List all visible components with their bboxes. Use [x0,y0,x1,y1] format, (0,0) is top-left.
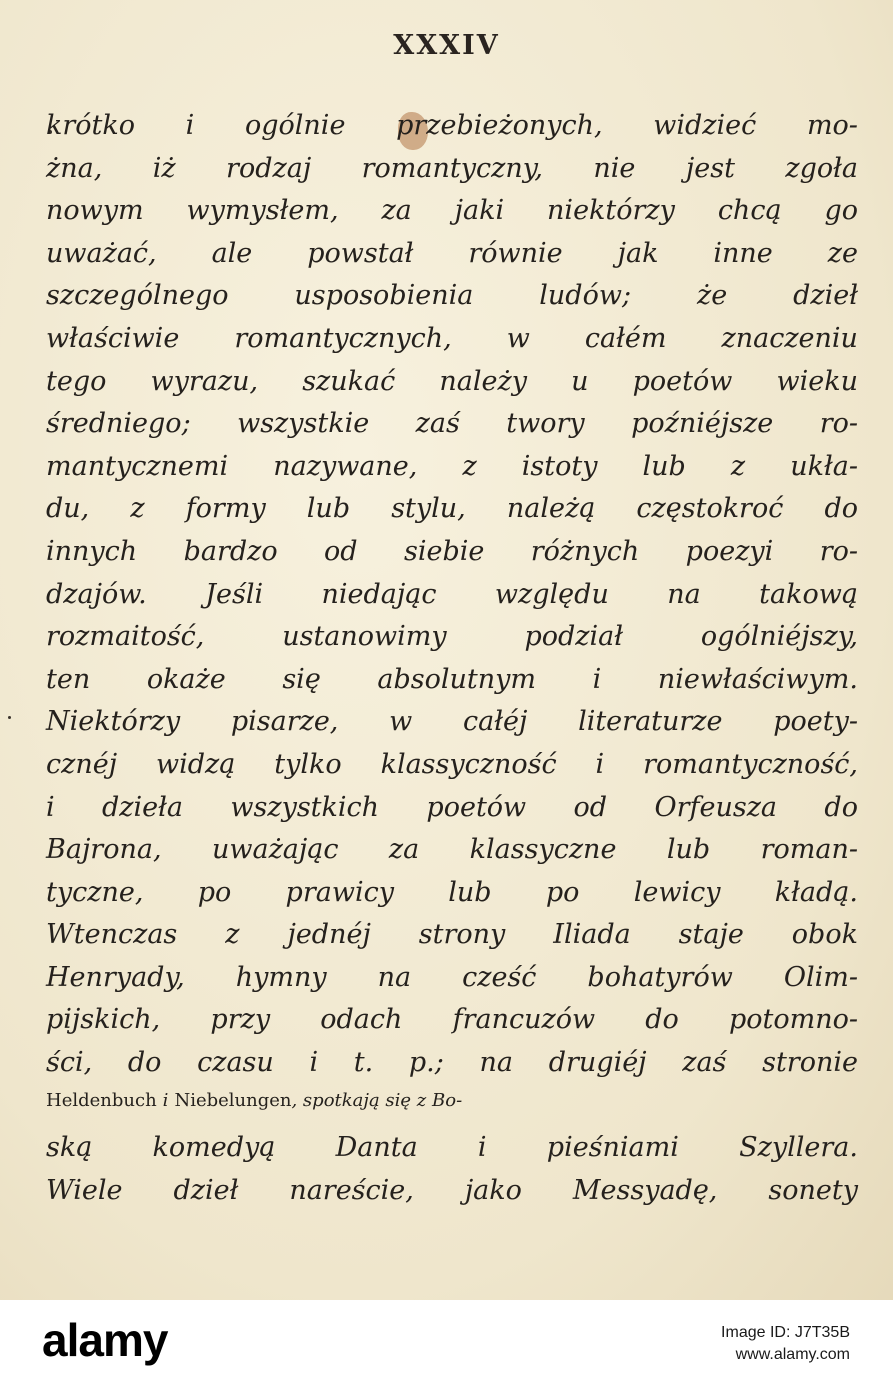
text-line [46,1175,858,1218]
word: względu [494,578,609,610]
word: rozmaitość, [46,621,205,653]
body-text [46,110,858,1217]
word: Iliada [553,919,631,951]
word: romantycznych, [234,322,452,354]
word: jednéj [287,919,371,951]
text-line [46,366,858,409]
word: komedyą [152,1132,276,1164]
word: Jeśli [205,578,264,610]
word: absolutnym [377,663,537,695]
word: ze [827,237,858,269]
word: stronie [762,1047,858,1079]
upright-word: Heldenbuch [46,1089,157,1111]
word: właściwie [46,322,180,354]
word: za [388,834,420,866]
word: ogólnie [244,110,346,141]
word: wszystkie [237,408,370,440]
word: żna, [46,152,103,184]
word: Szyllera. [739,1132,858,1164]
page-number: XXXIV [393,30,500,61]
word: nareście, [289,1174,414,1206]
word: poetów [632,365,733,397]
word: na [667,578,701,610]
text-line [46,664,858,707]
word: ludów; [539,280,632,312]
word: poety- [773,706,858,738]
text-line [46,962,858,1005]
image-id: Image ID: J7T35B [721,1324,850,1341]
word: stylu, [391,493,466,525]
word: pisarze, [230,706,339,738]
word: ści, [46,1047,93,1079]
word: szukać [302,365,396,397]
word: Bajrona, [46,834,162,866]
text-line [46,493,858,536]
watermark-footer [0,1300,893,1390]
word: drugiéj [548,1047,647,1079]
word: wszystkich [230,791,380,823]
word: p.; [408,1047,444,1079]
image-url: www.alamy.com [735,1346,850,1363]
word: tego [46,365,107,397]
word: obok [791,919,858,951]
word: romantyczność, [643,748,858,780]
word: nie [593,152,636,184]
text-line [46,536,858,579]
word: nazywane, [273,450,418,482]
word: istoty [521,450,598,482]
word: w [506,322,530,354]
text-line [46,792,858,835]
text-line [46,195,858,238]
word: hymny [235,961,327,993]
word: Olim- [783,961,858,993]
word: do [127,1047,162,1079]
word: cznéj [46,748,118,780]
word: poetów [426,791,527,823]
word: cześć [462,961,537,993]
word: dzajów. [46,578,147,610]
word: tylko [274,748,342,780]
text-line [46,706,858,749]
word: do [824,493,858,525]
word: do [645,1004,679,1036]
word: dzieł [793,280,858,312]
word: dzieł [173,1174,239,1206]
text-line [46,110,858,153]
word: uważając [211,834,339,866]
word: mo- [806,110,858,141]
word: u [571,365,589,397]
italic-word: , spotkają się z Bo- [291,1089,463,1111]
word: że [696,280,728,312]
word: t. [353,1047,374,1079]
word: tyczne, [46,876,144,908]
word: innych [46,535,138,567]
text-line [46,877,858,920]
word: iż [152,152,176,184]
word: z [462,450,477,482]
word: kładą. [774,876,858,908]
word: jaki [454,195,505,227]
word: i [46,791,55,823]
word: dzieła [102,791,183,823]
word: bardzo [183,535,278,567]
word: Henryady, [46,961,185,993]
word: klassyczne [469,834,617,866]
word: z [225,919,240,951]
word: przebieżonych, [396,110,603,141]
word: lub [448,876,492,908]
word: różnych [530,535,640,567]
word: czasu [197,1047,274,1079]
word: okaże [146,663,226,695]
alamy-logo: alamy [42,1314,168,1366]
text-line [46,153,858,196]
word: i [185,110,195,141]
word: klassyczność [380,748,557,780]
word: od [573,791,608,823]
word: du, [46,493,90,525]
word: do [824,791,858,823]
word: i [595,748,605,780]
word: ro- [819,408,858,440]
word: Orfeusza [654,791,778,823]
text-line [46,1132,858,1175]
word: takową [759,578,858,610]
word: jak [617,237,659,269]
word: wyrazu, [150,365,259,397]
word: szczególnego [46,280,229,312]
word: ten [46,663,91,695]
word: usposobienia [294,280,474,312]
word: po [545,876,580,908]
word: na [479,1047,514,1079]
word: lub [642,450,686,482]
word: widzieć [653,110,757,141]
word: francuzów [452,1004,596,1036]
word: potomno- [728,1004,858,1036]
word: strony [418,919,506,951]
text-line [46,408,858,451]
word: go [824,195,858,227]
word: niektórzy [547,195,675,227]
word: ro- [819,535,858,567]
text-line [46,834,858,877]
word: należy [439,365,527,397]
image-id-block [721,1322,850,1366]
word: niedając [321,578,437,610]
word: ogólniéjszy, [700,621,858,653]
word: romantyczny, [361,152,543,184]
word: lewicy [633,876,721,908]
word: lub [666,834,711,866]
word: ale [211,237,253,269]
italic-word: i [162,1089,169,1111]
word: zgoła [785,152,858,184]
word: uważać, [46,237,157,269]
word: Wiele [46,1174,123,1206]
word: poezyi [685,535,774,567]
word: wieku [776,365,858,397]
text-line [46,621,858,664]
word: odach [320,1004,403,1036]
word: roman- [760,834,858,866]
word: jest [685,152,735,184]
word: sonety [768,1174,858,1206]
word: powstał [307,237,414,269]
word: Danta [335,1132,418,1164]
word: mantycznemi [46,450,229,482]
word: Niektórzy [46,706,181,738]
word: i [592,663,602,695]
text-line [46,1047,858,1090]
text-line [46,1004,858,1047]
word: zaś [682,1047,727,1079]
word: należą [506,493,596,525]
word: nowym [46,195,144,227]
text-line [46,323,858,366]
word: podział [524,621,624,653]
word: w [389,706,413,738]
text-line [46,579,858,622]
text-line [46,280,858,323]
text-line [46,749,858,792]
word: Wtenczas [46,919,178,951]
word: rodzaj [226,152,312,184]
word: niewłaściwym. [657,663,858,695]
word: za [381,195,412,227]
word: średniego; [46,408,191,440]
word: wymysłem, [186,195,339,227]
text-line [46,919,858,962]
word: krótko [46,110,135,141]
word: znaczeniu [721,322,858,354]
word: częstokroć [636,493,784,525]
word: całéj [463,706,528,738]
word: z [730,450,746,482]
word: się [282,663,321,695]
upright-word: Niebelungen [174,1089,292,1111]
word: siebie [403,535,485,567]
word: widzą [156,748,236,780]
word: pieśniami [546,1132,679,1164]
word: literaturze [578,706,723,738]
word: na [377,961,412,993]
word: ską [46,1132,93,1164]
word: lub [306,493,351,525]
word: całém [584,322,667,354]
word: bohatyrów [587,961,733,993]
word: twory [506,408,585,440]
word: inne [713,237,773,269]
word: prawicy [285,876,394,908]
word: staje [678,919,744,951]
word: jako [464,1174,522,1206]
word: ukła- [790,450,858,482]
word: równie [468,237,563,269]
text-line [46,451,858,494]
word: ustanowimy [282,621,447,653]
word: i [309,1047,319,1079]
word: chcą [717,195,782,227]
ink-speck [8,716,11,719]
text-line-mixed [46,1090,858,1133]
word: przy [210,1004,271,1036]
word: pijskich, [46,1004,161,1036]
word: formy [185,493,266,525]
word: i [477,1132,487,1164]
word: poźniéjsze [631,408,774,440]
word: z [130,493,145,525]
word: po [197,876,232,908]
word: Messyadę, [572,1174,718,1206]
text-line [46,238,858,281]
word: zaś [415,408,460,440]
word: od [324,535,358,567]
